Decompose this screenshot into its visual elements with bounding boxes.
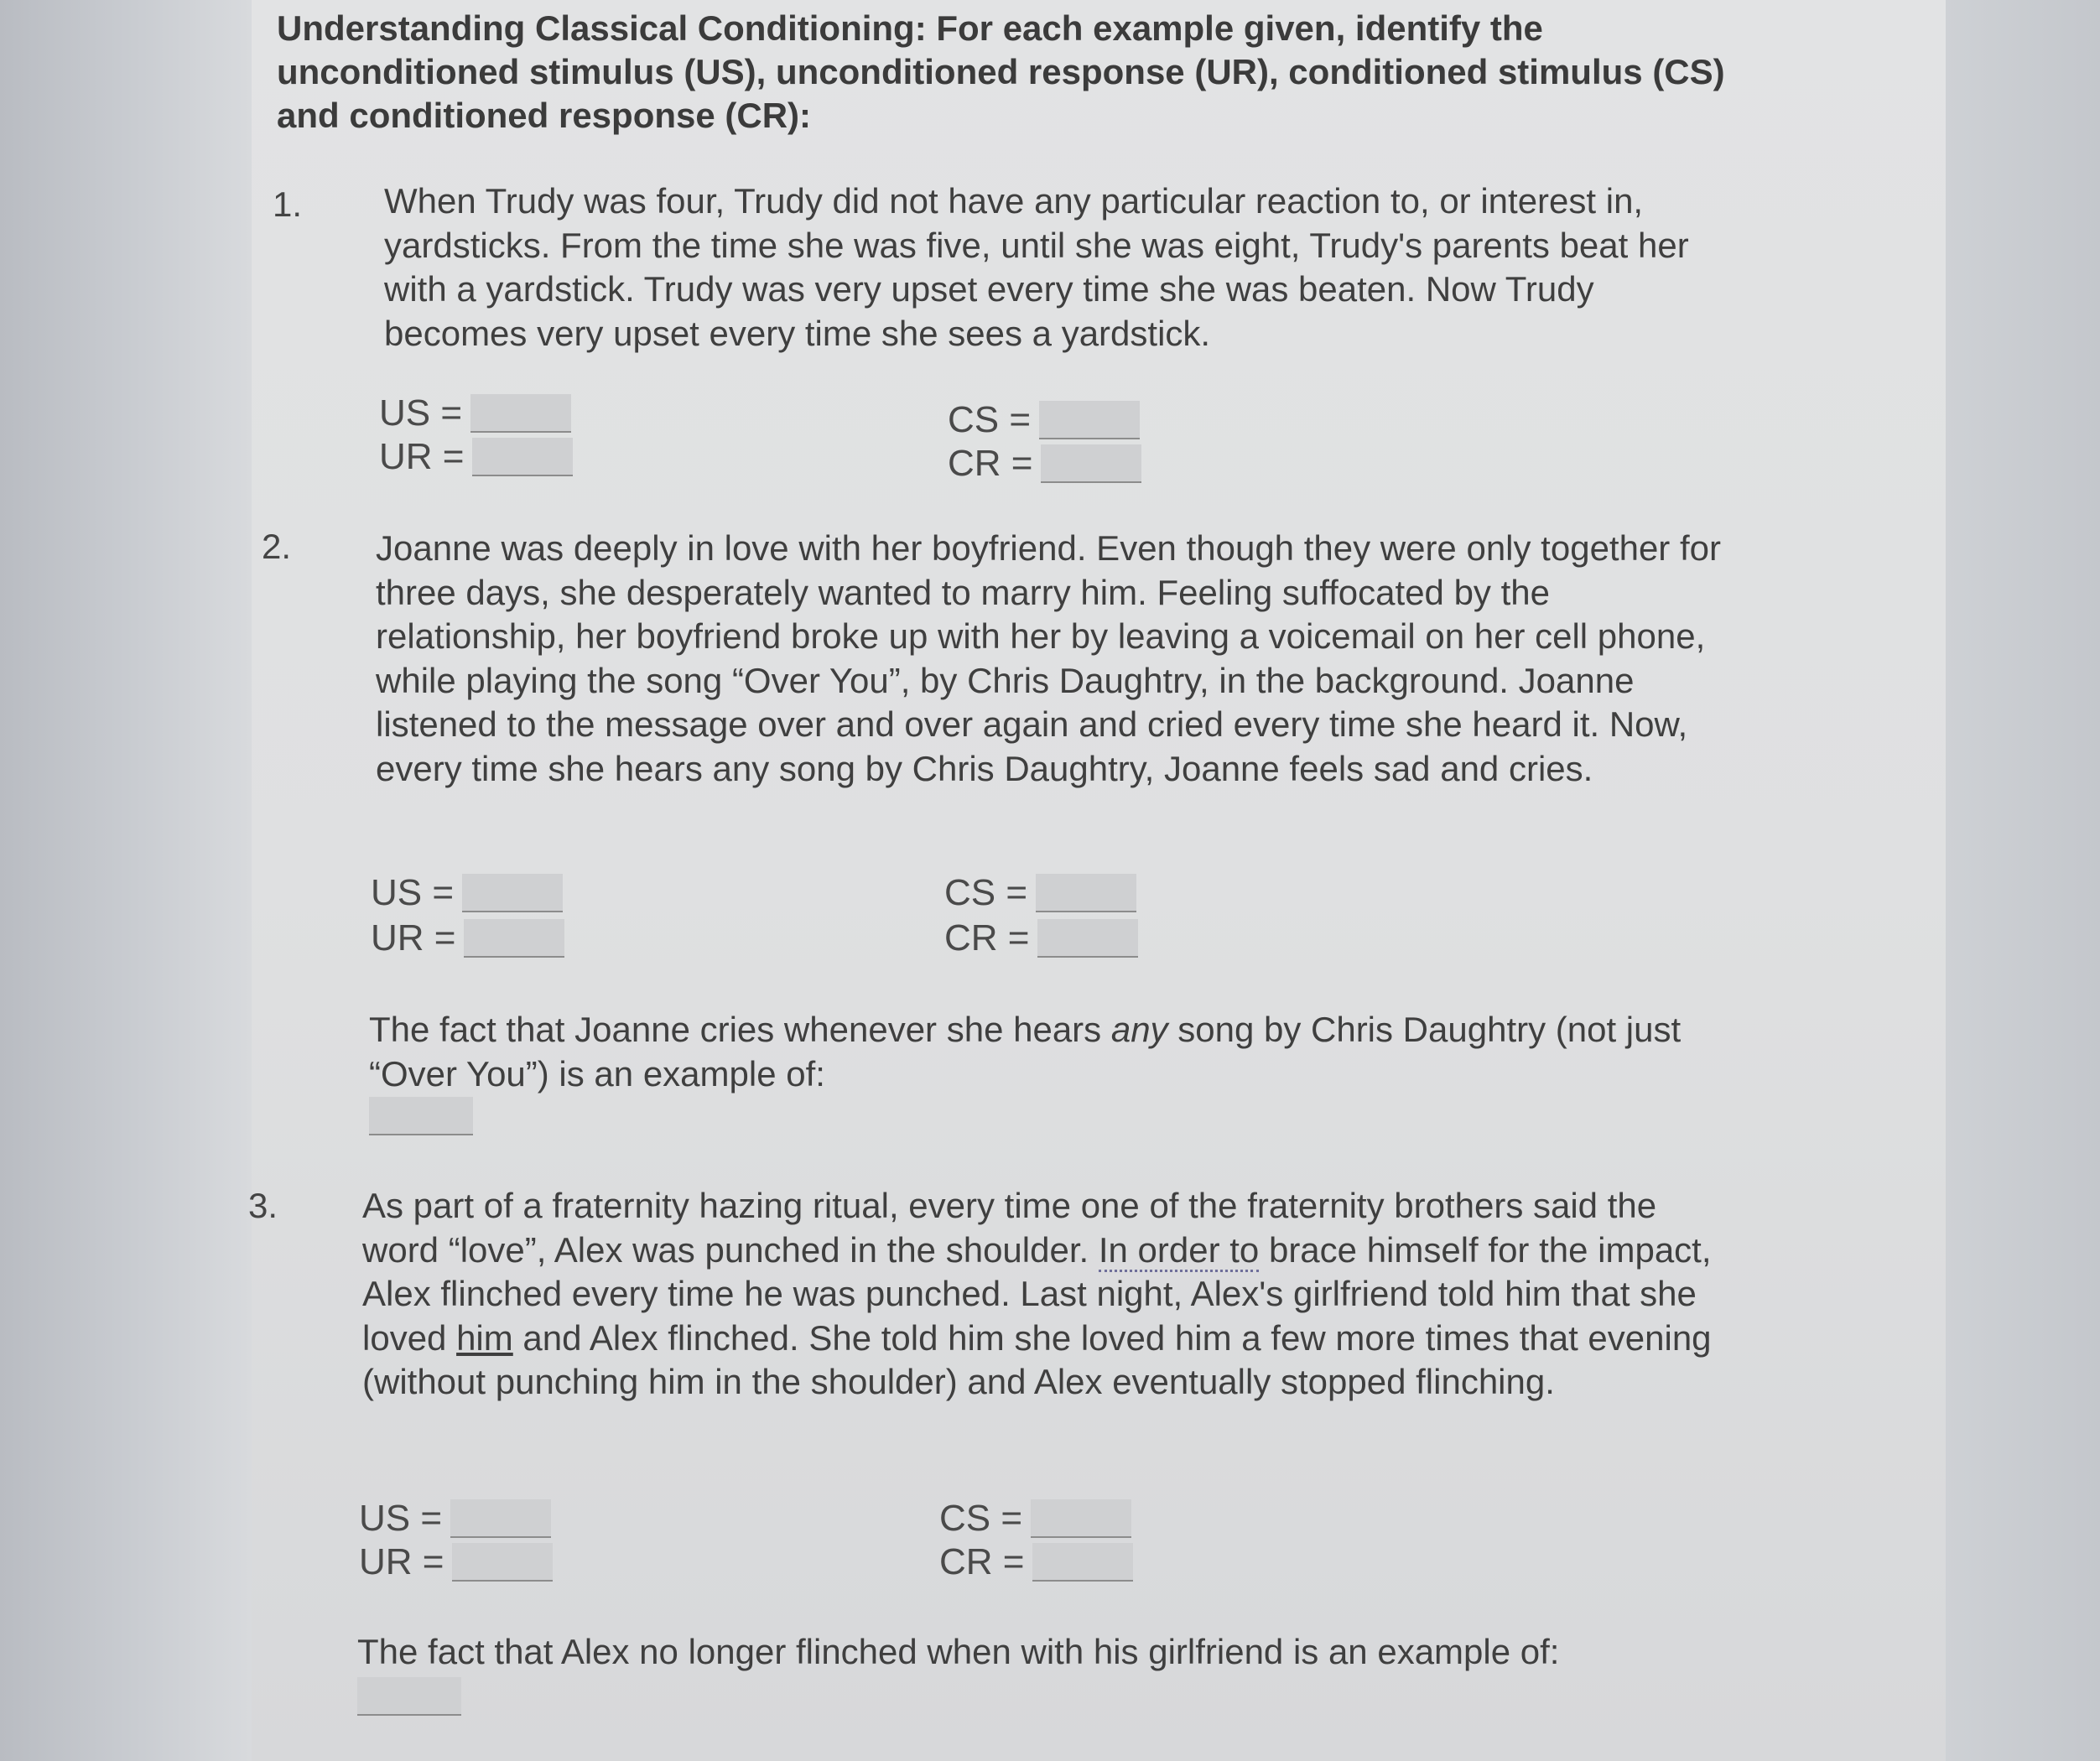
q1-cr-answer-field[interactable] [1041,444,1141,483]
q1-text: When Trudy was four, Trudy did not have any particular reaction to, or interest in, yardsticks. From the time she was five, until she was eight, Trudy's parents beat her with a yardstick. Trudy was very upset every time she was beaten. Now Trudy becomes very upset every time she sees a yardstick. [384,181,1689,353]
q3-us-row [359,1498,551,1540]
q2-us-answer-field[interactable] [462,874,563,912]
q1-ur-label: UR = [379,436,465,477]
q2-cs-answer-field[interactable] [1036,874,1136,912]
q2-ur-row [371,917,564,959]
q2-us-row [371,872,563,914]
q3-cr-label: CR = [939,1541,1025,1582]
q3-number: 3. [248,1186,278,1225]
q2-followup-text-b: song by Chris Daughtry (not just “Over You”) is an example of: [369,1010,1682,1093]
q3-text [362,1184,1738,1405]
q1-us-row [379,392,571,434]
q3-cs-row [939,1498,1131,1540]
q1-us-label: US = [379,392,463,434]
q2-ur-label: UR = [371,917,456,958]
q3-followup-question: The fact that Alex no longer flinched when with his girlfriend is an example of: [357,1632,1560,1671]
q2-us-label: US = [371,872,455,913]
q3-cs-label: CS = [939,1498,1023,1539]
q2-followup-text-a: The fact that Joanne cries whenever she hears [369,1010,1111,1049]
q1-ur-row [379,436,573,478]
q2-cr-row [944,917,1138,959]
q2-cr-answer-field[interactable] [1037,919,1138,958]
q3-us-label: US = [359,1498,443,1539]
q3-ur-row [359,1541,553,1583]
q3-ur-answer-field[interactable] [452,1543,553,1582]
q2-cr-label: CR = [944,917,1030,958]
q1-us-answer-field[interactable] [470,394,571,433]
q2-number: 2. [262,527,292,566]
q2-text: Joanne was deeply in love with her boyfriend. Even though they were only together for three days, she desperately wanted to marry him. Feeling suffocated by the relationship, her boyfriend broke up with her by leaving a voicemail on her cell phone, while playing the song “Over You”, by Chris Daughtry, in the background. Joanne listened to the message over and over again and cried every time she heard it. Now, every time she hears any song by Chris Daughtry, Joanne feels sad and cries. [376,528,1721,788]
worksheet-heading: Understanding Classical Conditioning: For each example given, identify the unconditioned stimulus (US), unconditioned response (UR), conditioned stimulus (CS) and conditioned response (CR): [277,8,1725,135]
q3-cs-answer-field[interactable] [1031,1499,1131,1538]
q1-cr-label: CR = [948,443,1033,484]
q2-followup-answer-field[interactable] [369,1097,473,1135]
q1-ur-answer-field[interactable] [472,438,573,476]
q2-cs-row [944,872,1136,914]
q1-cs-answer-field[interactable] [1039,401,1140,439]
q2-followup-emphasis: any [1110,1010,1168,1049]
q3-cr-row [939,1541,1133,1583]
q3-text-b: brace himself for the impact, Alex flinched every time he was punched. Last night, Alex's girlfriend told him that she loved [362,1229,1712,1358]
q1-number: 1. [273,184,303,224]
q2-ur-answer-field[interactable] [464,919,564,958]
q2-cs-label: CS = [944,872,1028,913]
q3-text-c: and Alex flinched. She told him she loved him a few more times that evening (without punching him in the shoulder) and Alex eventually stopped flinching. [362,1317,1712,1401]
q2-followup-question [369,1008,1728,1096]
q3-text-dotted: In order to [1099,1230,1259,1272]
q1-cr-row [948,443,1141,485]
q1-cs-label: CS = [948,399,1032,440]
q3-ur-label: UR = [359,1541,444,1582]
q3-cr-answer-field[interactable] [1032,1543,1133,1582]
q3-followup-answer-field[interactable] [357,1677,461,1716]
q3-text-him: him [456,1317,513,1358]
q3-text-a: As part of a fraternity hazing ritual, every time one of the fraternity brothers said the word “love”, Alex was punched in the shoulder. [362,1186,1657,1270]
q1-cs-row [948,399,1140,441]
q3-us-answer-field[interactable] [450,1499,551,1538]
